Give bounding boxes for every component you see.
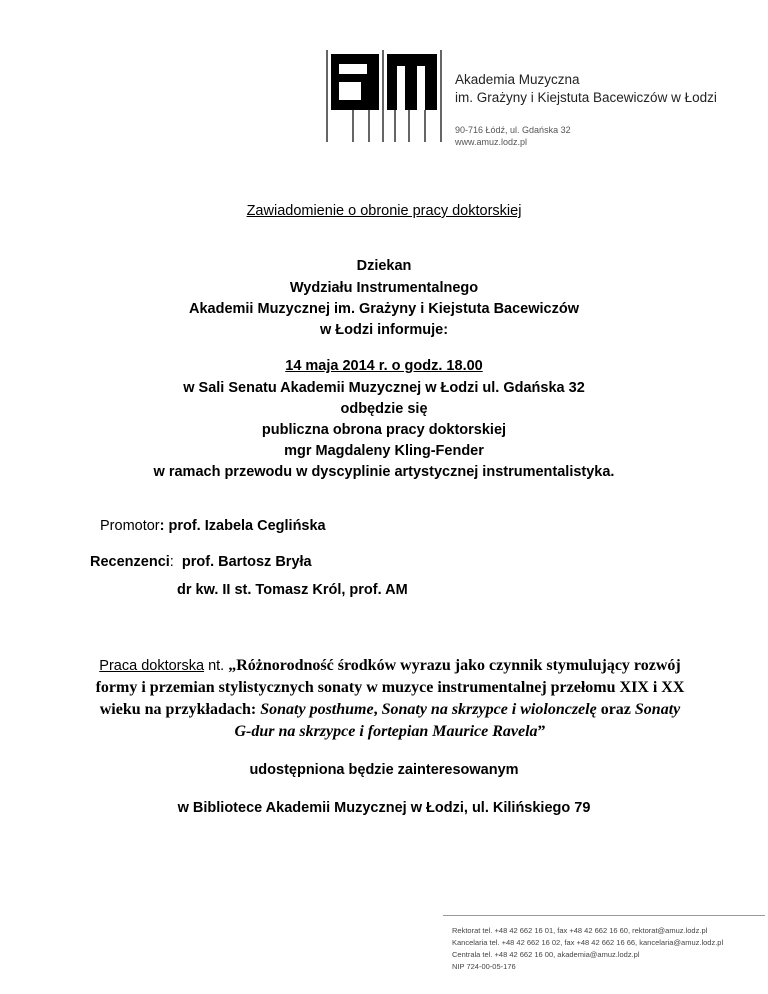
footer-rectorate: Rektorat tel. +48 42 662 16 01, fax +48 42 662 16 60, rektorat@amuz.lodz.pl [452,926,708,935]
event-will-take-place: odbędzie się [340,401,428,417]
reviewer-2: dr kw. II st. Tomasz Król, prof. AM [177,582,408,598]
reviewers-label: Recenzenci [90,554,170,570]
notice-title: Zawiadomienie o obronie pracy doktorskiej [246,203,522,219]
footer-divider [443,915,765,916]
institution-patron: im. Grażyny i Kiejstuta Bacewiczów w Łodzi [455,90,717,105]
work-2: Sonaty na skrzypce i wiolonczelę [381,701,597,718]
event-candidate: mgr Magdaleny Kling-Fender [284,443,484,459]
event-defense: publiczna obrona pracy doktorskiej [261,422,507,438]
dean-line: Dziekan [356,258,412,274]
footer-nip: NIP 724-00-05-176 [452,962,516,971]
informs-line: w Łodzi informuje: [319,322,449,338]
event-discipline: w ramach przewodu w dyscyplinie artystycznej instrumentalistyka. [153,464,615,480]
work-3: Sonaty G-dur na skrzypce i fortepian Maurice Ravela [234,701,681,740]
footer-switchboard: Centrala tel. +48 42 662 16 00, akademia@amuz.lodz.pl [452,950,640,959]
institution-name: Akademia Muzyczna [455,72,580,87]
thesis-paragraph: Praca doktorska nt. „Różnorodność środków wyrazu jako czynnik stymulujący rozwój formy i przemian stylistycznych sonaty w muzyce instrumentalnej przełomu XIX i XX wieku na przykładach: Sonaty posthume, Sonaty na skrzypce i wiolonczelę oraz Sonaty G-dur na skrzypce i fortepian Maurice Ravela” [95,657,685,740]
institution-website[interactable]: www.amuz.lodz.pl [455,137,528,147]
event-location: w Sali Senatu Akademii Muzycznej w Łodzi ul. Gdańska 32 [183,380,585,396]
thesis-title: „Różnorodność środków wyrazu jako czynnik stymulujący rozwój formy i przemian stylistycznych sonaty w muzyce instrumentalnej przełomu XIX i XX wieku na przykładach: [95,657,685,718]
promotor-row [100,518,326,534]
library-line: w Bibliotece Akademii Muzycznej w Łodzi, ul. Kilińskiego 79 [177,800,591,816]
academy-line: Akademii Muzycznej im. Grażyny i Kiejstuta Bacewiczów [188,301,579,317]
institution-address: 90-716 Łódź, ul. Gdańska 32 [455,125,571,135]
promotor-value: : prof. Izabela Ceglińska [159,518,326,534]
reviewers-row: Recenzenci: prof. Bartosz Bryła [90,554,312,570]
availability-line: udostępniona będzie zainteresowanym [249,762,519,778]
reviewer-1: prof. Bartosz Bryła [181,554,312,570]
event-date: 14 maja 2014 r. o godz. 18.00 [285,358,483,374]
footer-chancellery: Kancelaria tel. +48 42 662 16 02, fax +48 42 662 16 66, kancelaria@amuz.lodz.pl [452,938,724,947]
work-1: Sonaty posthume [260,701,374,718]
thesis-label: Praca doktorska [99,658,205,674]
promotor-label: Promotor [100,518,160,534]
academy-logo [325,50,443,142]
faculty-line: Wydziału Instrumentalnego [289,280,479,296]
